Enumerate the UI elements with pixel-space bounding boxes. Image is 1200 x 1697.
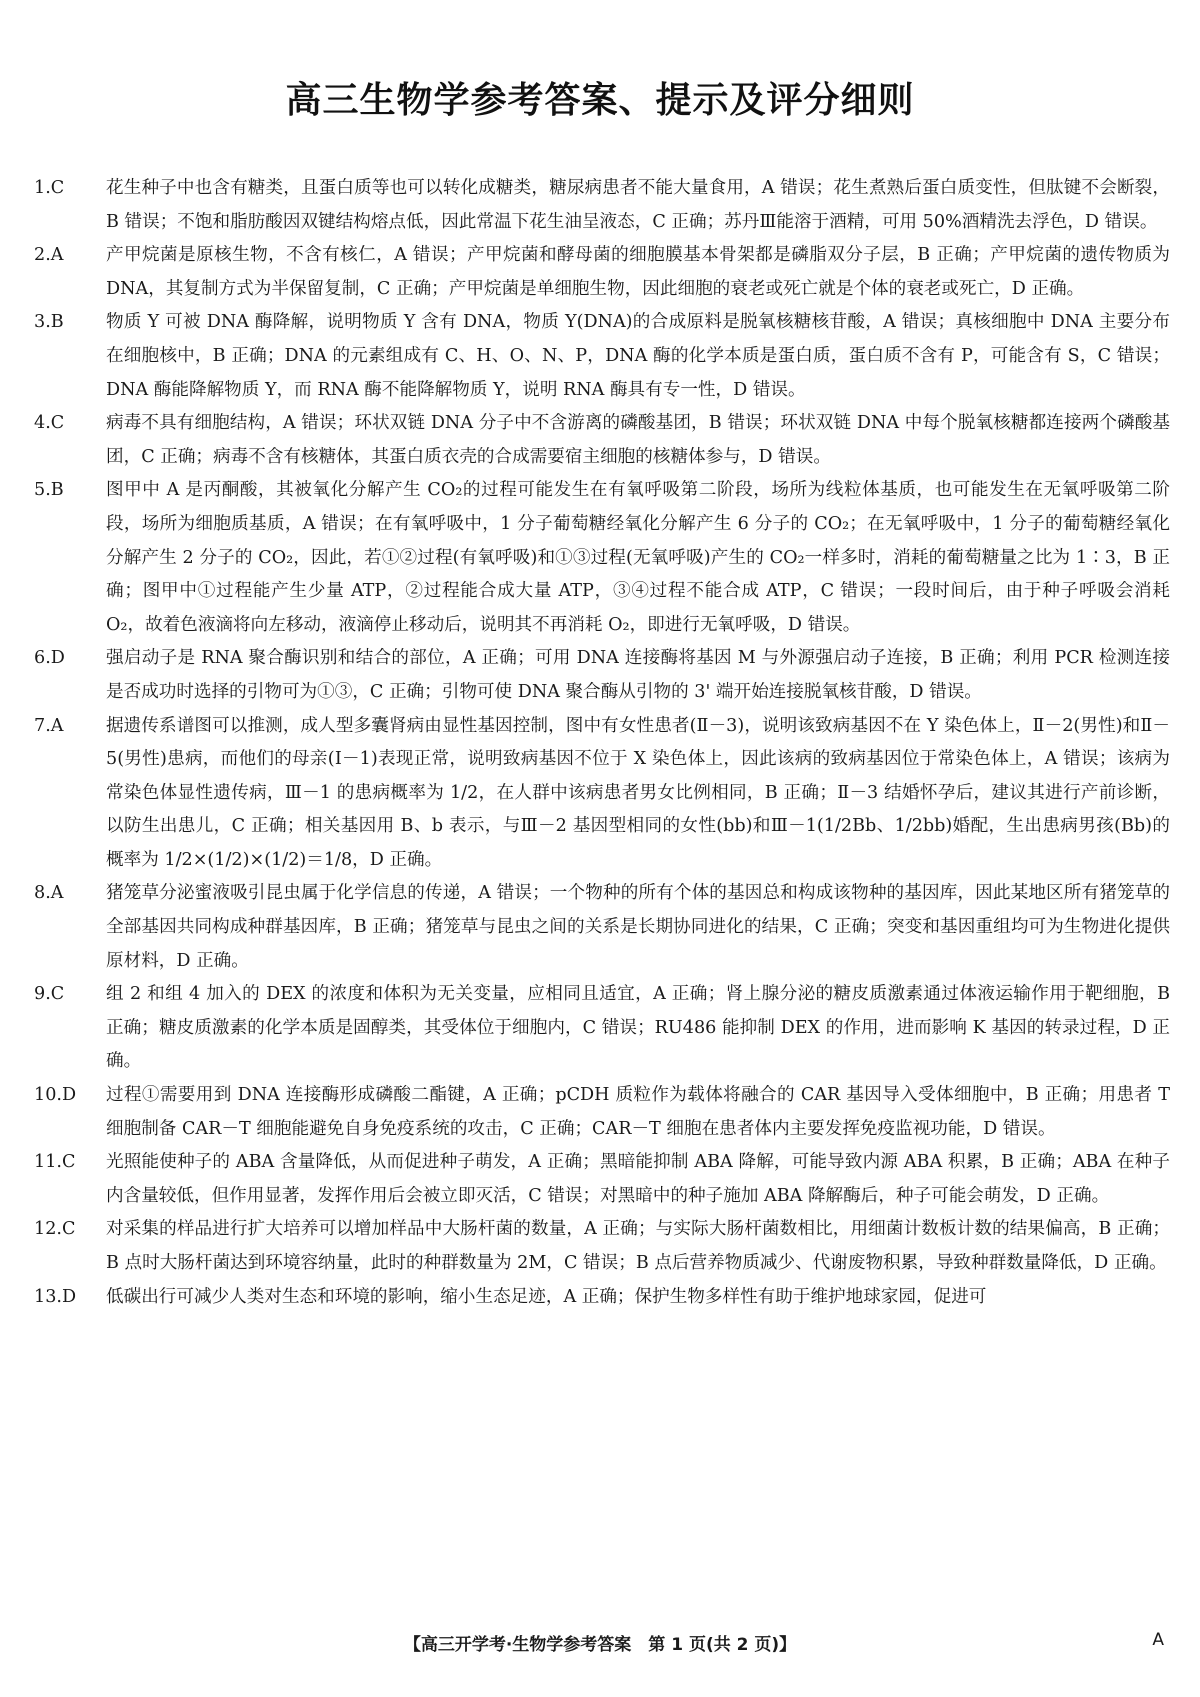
answer-explanation: 据遗传系谱图可以推测，成人型多囊肾病由显性基因控制，图中有女性患者(Ⅱ－3)，说明该致病基因不在 Y 染色体上，Ⅱ－2(男性)和Ⅱ－5(男性)患病，而他们的母亲(Ⅰ－1)表现正常，说明致病基因不位于 X 染色体上，因此该病的致病基因位于常染色体上，A 错误；该病为常染色体显性遗传病，Ⅲ－1 的患病概率为 1/2，在人群中该病患者男女比例相同，B 正确；Ⅱ－3 结婚怀孕后，建议其进行产前诊断，以防生出患儿，C 正确；相关基因用 B、b 表示，与Ⅲ－2 基因型相同的女性(bb)和Ⅲ－1(1/2Bb、1/2bb)婚配，生出患病男孩(Bb)的概率为 1/2×(1/2)×(1/2)＝1/8，D 正确。 [106, 715, 1170, 870]
answer-item [34, 1213, 1170, 1280]
answer-item [34, 642, 1170, 709]
answer-explanation: 对采集的样品进行扩大培养可以增加样品中大肠杆菌的数量，A 正确；与实际大肠杆菌数相比，用细菌计数板计数的结果偏高，B 正确；B 点时大肠杆菌达到环境容纳量，此时的种群数量为 2M，C 错误；B 点后营养物质减少、代谢废物积累，导致种群数量降低，D 正确。 [106, 1219, 1170, 1273]
answer-list [34, 172, 1170, 1314]
paper-version: A [1152, 1630, 1164, 1650]
answer-item [34, 172, 1170, 239]
answer-item [34, 407, 1170, 474]
answer-explanation: 低碳出行可减少人类对生态和环境的影响，缩小生态足迹，A 正确；保护生物多样性有助于维护地球家园，促进可 [106, 1286, 987, 1307]
answer-item [34, 1079, 1170, 1146]
answer-number: 4.C [34, 413, 65, 434]
answer-number: 2.A [34, 245, 64, 266]
page-title: 高三生物学参考答案、提示及评分细则 [285, 80, 915, 121]
answer-item [34, 239, 1170, 306]
answer-explanation: 强启动子是 RNA 聚合酶识别和结合的部位，A 正确；可用 DNA 连接酶将基因 M 与外源强启动子连接，B 正确；利用 PCR 检测连接是否成功时选择的引物可为①③，C 正确；引物可使 DNA 聚合酶从引物的 3' 端开始连接脱氧核苷酸，D 错误。 [106, 648, 1170, 702]
answer-number: 3.B [34, 312, 64, 333]
answer-item [34, 710, 1170, 878]
answer-explanation: 物质 Y 可被 DNA 酶降解，说明物质 Y 含有 DNA，物质 Y(DNA)的合成原料是脱氧核糖核苷酸，A 错误；真核细胞中 DNA 主要分布在细胞核中，B 正确；DNA 的元素组成有 C、H、O、N、P，DNA 酶的化学本质是蛋白质，蛋白质不含有 P，可能含有 S，C 错误；DNA 酶能降解物质 Y，而 RNA 酶不能降解物质 Y，说明 RNA 酶具有专一性，D 错误。 [106, 312, 1170, 400]
answer-explanation: 光照能使种子的 ABA 含量降低，从而促进种子萌发，A 正确；黑暗能抑制 ABA 降解，可能导致内源 ABA 积累，B 正确；ABA 在种子内含量较低，但作用显著，发挥作用后会被立即灭活，C 错误；对黑暗中的种子施加 ABA 降解酶后，种子可能会萌发，D 正确。 [106, 1152, 1170, 1206]
answer-number: 8.A [34, 883, 64, 904]
answer-item [34, 306, 1170, 407]
answer-explanation: 图甲中 A 是丙酮酸，其被氧化分解产生 CO₂的过程可能发生在有氧呼吸第二阶段，场所为线粒体基质，也可能发生在无氧呼吸第二阶段，场所为细胞质基质，A 错误；在有氧呼吸中，1 分子葡萄糖经氧化分解产生 6 分子的 CO₂；在无氧呼吸中，1 分子的葡萄糖经氧化分解产生 2 分子的 CO₂，因此，若①②过程(有氧呼吸)和①③过程(无氧呼吸)产生的 CO₂一样多时，消耗的葡萄糖量之比为 1∶3，B 正确；图甲中①过程能产生少量 ATP，②过程能合成大量 ATP，③④过程不能合成 ATP，C 错误；一段时间后，由于种子呼吸会消耗 O₂，故着色液滴将向左移动，液滴停止移动后，说明其不再消耗 O₂，即进行无氧呼吸，D 错误。 [106, 480, 1170, 635]
answer-explanation: 花生种子中也含有糖类，且蛋白质等也可以转化成糖类，糖尿病患者不能大量食用，A 错误；花生煮熟后蛋白质变性，但肽键不会断裂，B 错误；不饱和脂肪酸因双键结构熔点低，因此常温下花生油呈液态，C 正确；苏丹Ⅲ能溶于酒精，可用 50%酒精洗去浮色，D 错误。 [106, 178, 1170, 232]
answer-explanation: 过程①需要用到 DNA 连接酶形成磷酸二酯键，A 正确；pCDH 质粒作为载体将融合的 CAR 基因导入受体细胞中，B 正确；用患者 T 细胞制备 CAR－T 细胞能避免自身免疫系统的攻击，C 正确；CAR－T 细胞在患者体内主要发挥免疫监视功能，D 错误。 [106, 1085, 1170, 1139]
answer-number: 1.C [34, 178, 65, 198]
answer-number: 5.B [34, 480, 64, 501]
footer-page-info: 【高三开学考·生物学参考答案 第 1 页(共 2 页)】 [403, 1635, 797, 1655]
answer-item [34, 978, 1170, 1079]
answer-number: 7.A [34, 715, 64, 736]
answer-item [34, 1281, 1170, 1315]
answer-item [34, 474, 1170, 642]
answer-explanation: 猪笼草分泌蜜液吸引昆虫属于化学信息的传递，A 错误；一个物种的所有个体的基因总和构成该物种的基因库，因此某地区所有猪笼草的全部基因共同构成种群基因库，B 正确；猪笼草与昆虫之间的关系是长期协同进化的结果，C 正确；突变和基因重组均可为生物进化提供原材料，D 正确。 [106, 883, 1170, 971]
answer-item [34, 1146, 1170, 1213]
answer-explanation: 产甲烷菌是原核生物，不含有核仁，A 错误；产甲烷菌和酵母菌的细胞膜基本骨架都是磷脂双分子层，B 正确；产甲烷菌的遗传物质为 DNA，其复制方式为半保留复制，C 正确；产甲烷菌是单细胞生物，因此细胞的衰老或死亡就是个体的衰老或死亡，D 正确。 [106, 245, 1170, 299]
answer-explanation: 病毒不具有细胞结构，A 错误；环状双链 DNA 分子中不含游离的磷酸基团，B 错误；环状双链 DNA 中每个脱氧核糖都连接两个磷酸基团，C 正确；病毒不含有核糖体，其蛋白质衣壳的合成需要宿主细胞的核糖体参与，D 错误。 [106, 413, 1170, 467]
answer-item [34, 877, 1170, 978]
answer-number: 10.D [34, 1085, 77, 1106]
answer-number: 13.D [34, 1286, 77, 1307]
answer-number: 9.C [34, 984, 65, 1005]
answer-explanation: 组 2 和组 4 加入的 DEX 的浓度和体积为无关变量，应相同且适宜，A 正确；肾上腺分泌的糖皮质激素通过体液运输作用于靶细胞，B 正确；糖皮质激素的化学本质是固醇类，其受体位于细胞内，C 错误；RU486 能抑制 DEX 的作用，进而影响 K 基因的转录过程，D 正确。 [106, 984, 1170, 1072]
answer-number: 6.D [34, 648, 65, 669]
answer-number: 12.C [34, 1219, 76, 1240]
answer-number: 11.C [34, 1152, 76, 1173]
